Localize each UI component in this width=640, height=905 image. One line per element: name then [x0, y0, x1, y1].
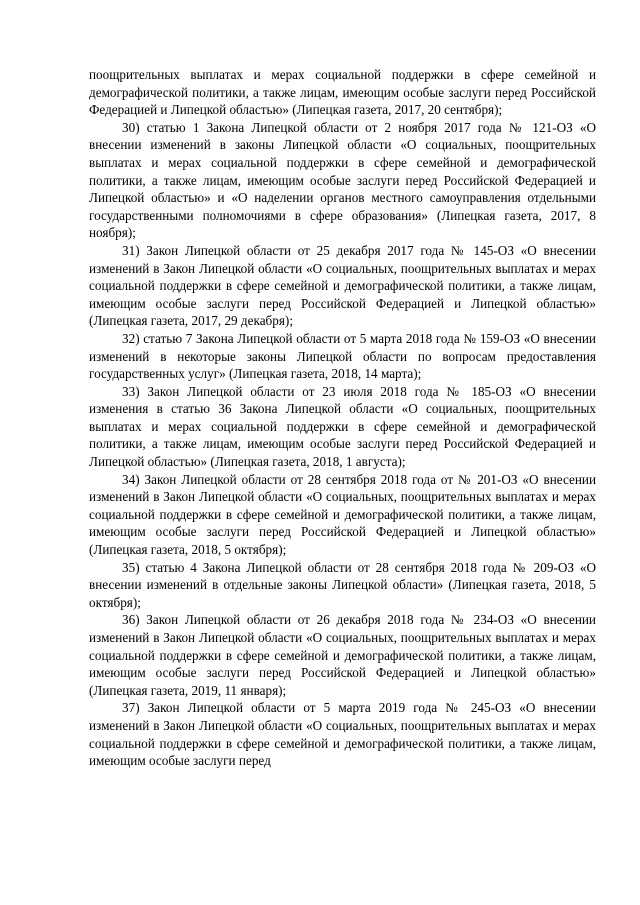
- list-item-32: 32) статью 7 Закона Липецкой области от 5 марта 2018 года № 159-ОЗ «О внесении изменений в некоторые законы Липецкой области по вопросам предоставления государственных услуг» (Липецкая газета, 2018, 14 марта);: [89, 330, 596, 382]
- document-body: [89, 66, 596, 770]
- list-item-36: 36) Закон Липецкой области от 26 декабря 2018 года № 234-ОЗ «О внесении изменений в Закон Липецкой области «О социальных, поощрительных выплатах и мерах социальной поддержки в сфере семейной и демографической политики, а также лицам, имеющим особые заслуги перед Российской Федерацией и Липецкой областью» (Липецкая газета, 2019, 11 января);: [89, 612, 596, 698]
- list-item-34: 34) Закон Липецкой области от 28 сентября 2018 года от № 201-ОЗ «О внесении изменений в Закон Липецкой области «О социальных, поощрительных выплатах и мерах социальной поддержки в сфере семейной и демографической политики, а также лицам, имеющим особые заслуги перед Российской Федерацией и Липецкой областью» (Липецкая газета, 2018, 5 октября);: [89, 471, 596, 558]
- list-item-35: 35) статью 4 Закона Липецкой области от 28 сентября 2018 года № 209-ОЗ «О внесении изменений в отдельные законы Липецкой области» (Липецкая газета, 2018, 5 октября);: [89, 559, 596, 610]
- list-item-33: 33) Закон Липецкой области от 23 июля 2018 года № 185-ОЗ «О внесении изменения в статью 36 Закона Липецкой области «О социальных, поощрительных выплатах и мерах социальной поддержки в сфере семейной и демографической политики, а также лицам, имеющим особые заслуги перед Российской Федерацией и Липецкой областью» (Липецкая газета, 2018, 1 августа);: [89, 383, 596, 470]
- list-item-30: 30) статью 1 Закона Липецкой области от 2 ноября 2017 года № 121-ОЗ «О внесении изменений в законы Липецкой области «О социальных, поощрительных выплатах и мерах социальной поддержки в сфере семейной и демографической политики, а также лицам, имеющим особые заслуги перед Российской Федерацией и Липецкой областью» и «О наделении органов местного самоуправления отдельными государственными полномочиями в сфере образования» (Липецкая газета, 2017, 8 ноября);: [89, 119, 596, 241]
- list-item-31: 31) Закон Липецкой области от 25 декабря 2017 года № 145-ОЗ «О внесении изменений в Закон Липецкой области «О социальных, поощрительных выплатах и мерах социальной поддержки в сфере семейной и демографической политики, а также лицам, имеющим особые заслуги перед Российской Федерацией и Липецкой областью» (Липецкая газета, 2017, 29 декабря);: [89, 242, 596, 329]
- list-item-37: 37) Закон Липецкой области от 5 марта 2019 года № 245-ОЗ «О внесении изменений в Закон Липецкой области «О социальных, поощрительных выплатах и мерах социальной поддержки в сфере семейной и демографической политики, а также лицам, имеющим особые заслуги перед: [89, 700, 596, 769]
- paragraph-continuation: поощрительных выплатах и мерах социальной поддержки в сфере семейной и демографической политики, а также лицам, имеющим особые заслуги перед Российской Федерацией и Липецкой областью» (Липецкая газета, 2017, 20 сентября);: [89, 67, 596, 118]
